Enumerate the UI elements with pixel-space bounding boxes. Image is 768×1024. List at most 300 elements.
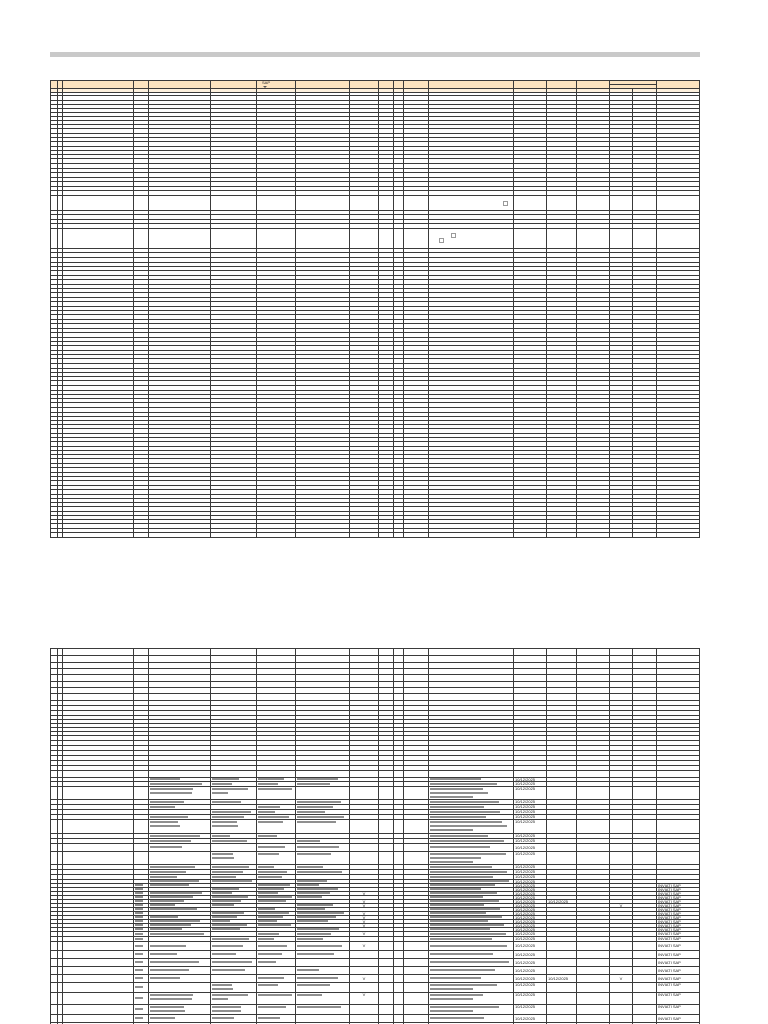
grid-line — [50, 472, 700, 473]
date-cell: 10/12/2025 — [548, 899, 569, 904]
grid-line — [50, 288, 700, 289]
status-cell: INVIATI SAP — [658, 927, 681, 932]
illegible-text — [297, 1006, 341, 1008]
grid-line — [50, 128, 700, 129]
status-cell: INVIATI SAP — [658, 992, 681, 997]
table-cell — [514, 787, 546, 791]
grid-line — [50, 715, 700, 716]
illegible-text — [430, 821, 502, 823]
grid-line — [50, 412, 700, 413]
illegible-text — [258, 916, 283, 918]
grid-line — [50, 454, 700, 455]
illegible-text — [150, 961, 199, 963]
status-cell: INVIATI SAP — [658, 936, 681, 941]
illegible-text — [430, 796, 473, 798]
date-cell: 10/12/2025 — [515, 943, 536, 948]
grid-line — [50, 1022, 700, 1023]
illegible-text — [430, 829, 473, 831]
grid-line — [50, 485, 700, 486]
table-cell — [350, 924, 378, 927]
illegible-text — [430, 801, 499, 803]
illegible-text — [212, 801, 241, 803]
illegible-text — [297, 880, 327, 882]
illegible-text — [258, 920, 277, 922]
comment-marker-icon — [503, 201, 508, 206]
illegible-text — [258, 938, 274, 940]
date-cell: 10/12/2025 — [515, 982, 536, 987]
illegible-text — [258, 821, 283, 823]
illegible-text — [212, 857, 234, 859]
illegible-text — [430, 984, 497, 986]
grid-line — [50, 363, 700, 364]
date-cell: 10/12/2025 — [515, 968, 536, 973]
illegible-text — [212, 853, 233, 855]
illegible-text — [150, 866, 195, 868]
grid-line — [50, 301, 700, 302]
illegible-text — [297, 888, 338, 890]
grid-line — [50, 838, 700, 839]
check-mark: V — [619, 903, 623, 908]
grid-line — [50, 433, 700, 434]
table-cell — [657, 942, 699, 950]
illegible-text — [430, 811, 500, 813]
illegible-text — [297, 811, 325, 813]
comment-marker-icon — [439, 238, 444, 243]
grid-line — [349, 80, 350, 538]
illegible-text — [430, 884, 495, 886]
illegible-text — [150, 778, 180, 780]
grid-line — [50, 292, 700, 293]
illegible-text — [297, 912, 344, 914]
illegible-text — [212, 825, 238, 827]
illegible-text — [430, 876, 493, 878]
illegible-text — [150, 1010, 185, 1012]
illegible-text — [150, 821, 178, 823]
illegible-text — [212, 792, 228, 794]
illegible-text — [150, 928, 182, 930]
illegible-text — [297, 821, 336, 823]
illegible-text — [258, 866, 274, 868]
illegible-text — [150, 953, 177, 955]
illegible-text — [150, 977, 180, 979]
table-cell — [610, 975, 632, 982]
illegible-text — [150, 792, 192, 794]
grid-line — [50, 519, 700, 520]
grid-line — [403, 80, 404, 538]
date-cell: 10/12/2025 — [515, 781, 536, 786]
table-cell — [514, 834, 546, 838]
grid-line — [50, 252, 700, 253]
illegible-text — [297, 801, 341, 803]
grid-line — [50, 693, 700, 694]
grid-line — [50, 833, 700, 834]
table-cell — [514, 782, 546, 786]
date-cell: 10/12/2025 — [515, 799, 536, 804]
date-cell: 10/12/2025 — [515, 869, 536, 874]
illegible-text — [430, 977, 481, 979]
table-cell — [514, 942, 546, 950]
table-cell — [514, 975, 546, 982]
illegible-text — [150, 884, 189, 886]
grid-line — [50, 674, 700, 675]
status-cell: INVIATI SAP — [658, 968, 681, 973]
grid-line — [50, 80, 51, 538]
illegible-text — [258, 788, 292, 790]
grid-line — [50, 441, 700, 442]
illegible-text — [150, 994, 193, 996]
illegible-text — [430, 912, 486, 914]
table-cell — [350, 993, 378, 997]
table-cell — [514, 959, 546, 966]
grid-line — [50, 262, 700, 263]
illegible-text — [297, 871, 342, 873]
illegible-text — [150, 840, 191, 842]
date-cell: 10/12/2025 — [515, 851, 536, 856]
grid-line — [50, 982, 700, 983]
illegible-text — [150, 920, 200, 922]
grid-line — [50, 927, 700, 928]
illegible-text — [212, 924, 247, 926]
grid-line — [50, 372, 700, 373]
illegible-text — [430, 788, 483, 790]
illegible-text — [258, 961, 276, 963]
grid-line — [50, 154, 700, 155]
illegible-text — [258, 977, 284, 979]
illegible-text — [212, 880, 252, 882]
illegible-text — [150, 801, 184, 803]
grid-line — [50, 511, 700, 512]
grid-line — [50, 332, 700, 333]
grid-line — [50, 907, 700, 908]
grid-line — [50, 350, 700, 351]
table-cell — [514, 844, 546, 851]
illegible-text — [297, 904, 333, 906]
grid-line — [50, 88, 700, 89]
grid-line — [50, 760, 700, 761]
illegible-text — [135, 920, 143, 922]
illegible-text — [212, 871, 243, 873]
grid-line — [50, 323, 700, 324]
page-header-bar — [50, 52, 700, 57]
date-cell: 10/12/2025 — [515, 911, 536, 916]
check-mark: V — [362, 899, 366, 904]
illegible-text — [297, 920, 328, 922]
grid-line — [50, 390, 700, 391]
table-cell — [350, 932, 378, 936]
table-cell — [657, 932, 699, 936]
date-cell: 10/12/2025 — [515, 874, 536, 879]
illegible-text — [297, 806, 333, 808]
status-cell: INVIATI SAP — [658, 891, 681, 896]
status-cell: INVIATI SAP — [658, 976, 681, 981]
grid-line — [50, 279, 700, 280]
illegible-text — [212, 900, 241, 902]
grid-line — [50, 158, 700, 159]
grid-line — [50, 869, 700, 870]
illegible-text — [150, 945, 186, 947]
grid-line — [50, 257, 700, 258]
date-cell: 10/12/2025 — [515, 864, 536, 869]
illegible-text — [135, 953, 143, 955]
grid-line — [50, 368, 700, 369]
grid-line — [632, 88, 633, 538]
sheet-table-upper — [50, 80, 701, 538]
grid-line — [57, 80, 58, 538]
check-mark: V — [362, 919, 366, 924]
grid-line — [50, 458, 700, 459]
grid-line — [378, 80, 379, 538]
date-cell: 10/12/2025 — [515, 899, 536, 904]
illegible-text — [150, 896, 193, 898]
date-cell: 10/12/2025 — [515, 777, 536, 782]
grid-line — [609, 80, 610, 538]
table-cell — [514, 820, 546, 824]
illegible-text — [150, 969, 189, 971]
grid-line — [50, 502, 700, 503]
grid-line — [656, 80, 657, 538]
illegible-text — [430, 861, 473, 863]
grid-line — [50, 104, 700, 105]
illegible-text — [212, 984, 232, 986]
illegible-text — [430, 778, 481, 780]
table-cell — [514, 875, 546, 879]
illegible-text — [212, 1006, 241, 1008]
grid-line — [50, 219, 700, 220]
grid-line — [50, 814, 700, 815]
table-cell — [657, 1005, 699, 1009]
illegible-text — [212, 961, 252, 963]
illegible-text — [430, 900, 499, 902]
grid-line — [50, 150, 700, 151]
grid-line — [50, 705, 700, 706]
illegible-text — [430, 792, 488, 794]
illegible-text — [212, 920, 230, 922]
table-cell — [547, 975, 576, 982]
grid-line — [50, 420, 700, 421]
illegible-text — [150, 1006, 184, 1008]
illegible-text — [150, 900, 184, 902]
grid-line — [50, 786, 700, 787]
grid-line — [50, 879, 700, 880]
illegible-text — [297, 916, 336, 918]
grid-line — [50, 95, 700, 96]
grid-line — [50, 354, 700, 355]
illegible-text — [297, 816, 344, 818]
grid-line — [50, 731, 700, 732]
grid-line — [50, 523, 700, 524]
check-mark: V — [362, 915, 366, 920]
illegible-text — [150, 908, 197, 910]
table-cell — [514, 1005, 546, 1009]
grid-line — [148, 80, 149, 538]
illegible-text — [150, 933, 204, 935]
illegible-text — [430, 924, 504, 926]
grid-line — [50, 809, 700, 810]
illegible-text — [258, 806, 280, 808]
illegible-text — [430, 933, 506, 935]
illegible-text — [258, 1006, 286, 1008]
illegible-text — [430, 857, 481, 859]
illegible-text — [430, 840, 504, 842]
illegible-text — [212, 928, 240, 930]
table-cell — [514, 810, 546, 814]
grid-line — [50, 681, 700, 682]
status-cell: INVIATI SAP — [658, 919, 681, 924]
illegible-text — [212, 816, 244, 818]
grid-line — [50, 804, 700, 805]
illegible-text — [297, 783, 330, 785]
grid-line — [50, 727, 700, 728]
grid-line — [50, 214, 700, 215]
illegible-text — [430, 969, 495, 971]
grid-line — [50, 506, 700, 507]
table-cell — [514, 993, 546, 997]
illegible-text — [430, 871, 507, 873]
date-cell: 10/12/2025 — [548, 976, 569, 981]
illegible-text — [258, 816, 289, 818]
illegible-text — [212, 916, 237, 918]
illegible-text — [258, 888, 284, 890]
illegible-text — [150, 924, 191, 926]
illegible-text — [258, 892, 278, 894]
grid-line — [50, 116, 700, 117]
grid-line — [50, 80, 700, 81]
illegible-text — [150, 904, 175, 906]
illegible-text — [430, 896, 483, 898]
date-cell: 10/12/2025 — [515, 960, 536, 965]
grid-line — [546, 80, 547, 538]
illegible-text — [258, 876, 282, 878]
illegible-text — [297, 846, 339, 848]
illegible-text — [135, 933, 143, 935]
status-cell: INVIATI SAP — [658, 982, 681, 987]
illegible-text — [258, 933, 279, 935]
illegible-text — [258, 884, 290, 886]
grid-line — [50, 755, 700, 756]
illegible-text — [258, 871, 287, 873]
grid-line — [50, 297, 700, 298]
grid-line — [50, 163, 700, 164]
table-cell — [350, 975, 378, 982]
grid-line — [50, 936, 700, 937]
illegible-text — [212, 938, 249, 940]
illegible-text — [135, 900, 143, 902]
grid-line — [393, 80, 394, 538]
illegible-text — [297, 778, 338, 780]
table-cell — [514, 800, 546, 804]
grid-line — [50, 710, 700, 711]
illegible-text — [430, 988, 473, 990]
date-cell: 10/12/2025 — [515, 936, 536, 941]
illegible-text — [212, 788, 248, 790]
illegible-text — [212, 811, 251, 813]
date-cell: 10/12/2025 — [515, 819, 536, 824]
illegible-text — [135, 997, 143, 999]
date-cell: 10/12/2025 — [515, 845, 536, 850]
table-cell — [514, 852, 546, 856]
grid-line — [50, 108, 700, 109]
illegible-text — [430, 908, 500, 910]
illegible-text — [258, 846, 285, 848]
grid-line — [50, 476, 700, 477]
grid-line — [50, 141, 700, 142]
grid-line — [50, 398, 700, 399]
illegible-text — [297, 884, 319, 886]
illegible-text — [212, 953, 236, 955]
status-cell: INVIATI SAP — [658, 1016, 681, 1021]
grid-line — [50, 437, 700, 438]
illegible-text — [212, 876, 236, 878]
illegible-text — [212, 994, 248, 996]
illegible-text — [135, 896, 143, 898]
date-cell: 10/12/2025 — [515, 883, 536, 888]
check-mark: V — [362, 931, 366, 936]
grid-line — [50, 662, 700, 663]
illegible-text — [212, 896, 248, 898]
illegible-text — [150, 788, 193, 790]
grid-line — [50, 376, 700, 377]
grid-line — [609, 84, 656, 85]
grid-line — [256, 80, 257, 538]
illegible-text — [150, 871, 186, 873]
grid-line — [50, 864, 700, 865]
date-cell: 10/12/2025 — [515, 903, 536, 908]
grid-line — [50, 270, 700, 271]
illegible-text — [212, 888, 239, 890]
grid-line — [50, 407, 700, 408]
grid-line — [576, 80, 577, 538]
illegible-text — [135, 916, 143, 918]
grid-line — [50, 950, 700, 951]
check-mark: V — [362, 923, 366, 928]
grid-line — [50, 887, 700, 888]
date-cell: 10/12/2025 — [515, 786, 536, 791]
grid-line — [50, 489, 700, 490]
illegible-text — [430, 961, 509, 963]
grid-line — [50, 648, 700, 649]
date-cell: 10/12/2025 — [515, 879, 536, 884]
sheet-table-lower — [50, 648, 701, 1024]
grid-line — [50, 765, 700, 766]
grid-line — [50, 446, 700, 447]
illegible-text — [212, 783, 232, 785]
grid-line — [50, 874, 700, 875]
date-cell: 10/12/2025 — [515, 923, 536, 928]
grid-line — [295, 80, 296, 538]
illegible-text — [135, 1008, 143, 1010]
illegible-text — [212, 778, 239, 780]
table-cell — [657, 993, 699, 997]
table-cell — [657, 959, 699, 966]
illegible-text — [297, 984, 330, 986]
illegible-text — [212, 1017, 234, 1019]
illegible-text — [430, 835, 488, 837]
grid-line — [50, 341, 700, 342]
table-cell — [514, 951, 546, 958]
comment-marker-icon — [451, 233, 456, 238]
illegible-text — [430, 783, 497, 785]
grid-line — [50, 172, 700, 173]
illegible-text — [212, 840, 247, 842]
table-cell — [657, 937, 699, 941]
grid-line — [50, 467, 700, 468]
grid-line — [50, 177, 700, 178]
grid-line — [50, 883, 700, 884]
table-cell — [514, 865, 546, 869]
grid-line — [62, 80, 63, 538]
illegible-text — [430, 1006, 499, 1008]
illegible-text — [150, 880, 199, 882]
